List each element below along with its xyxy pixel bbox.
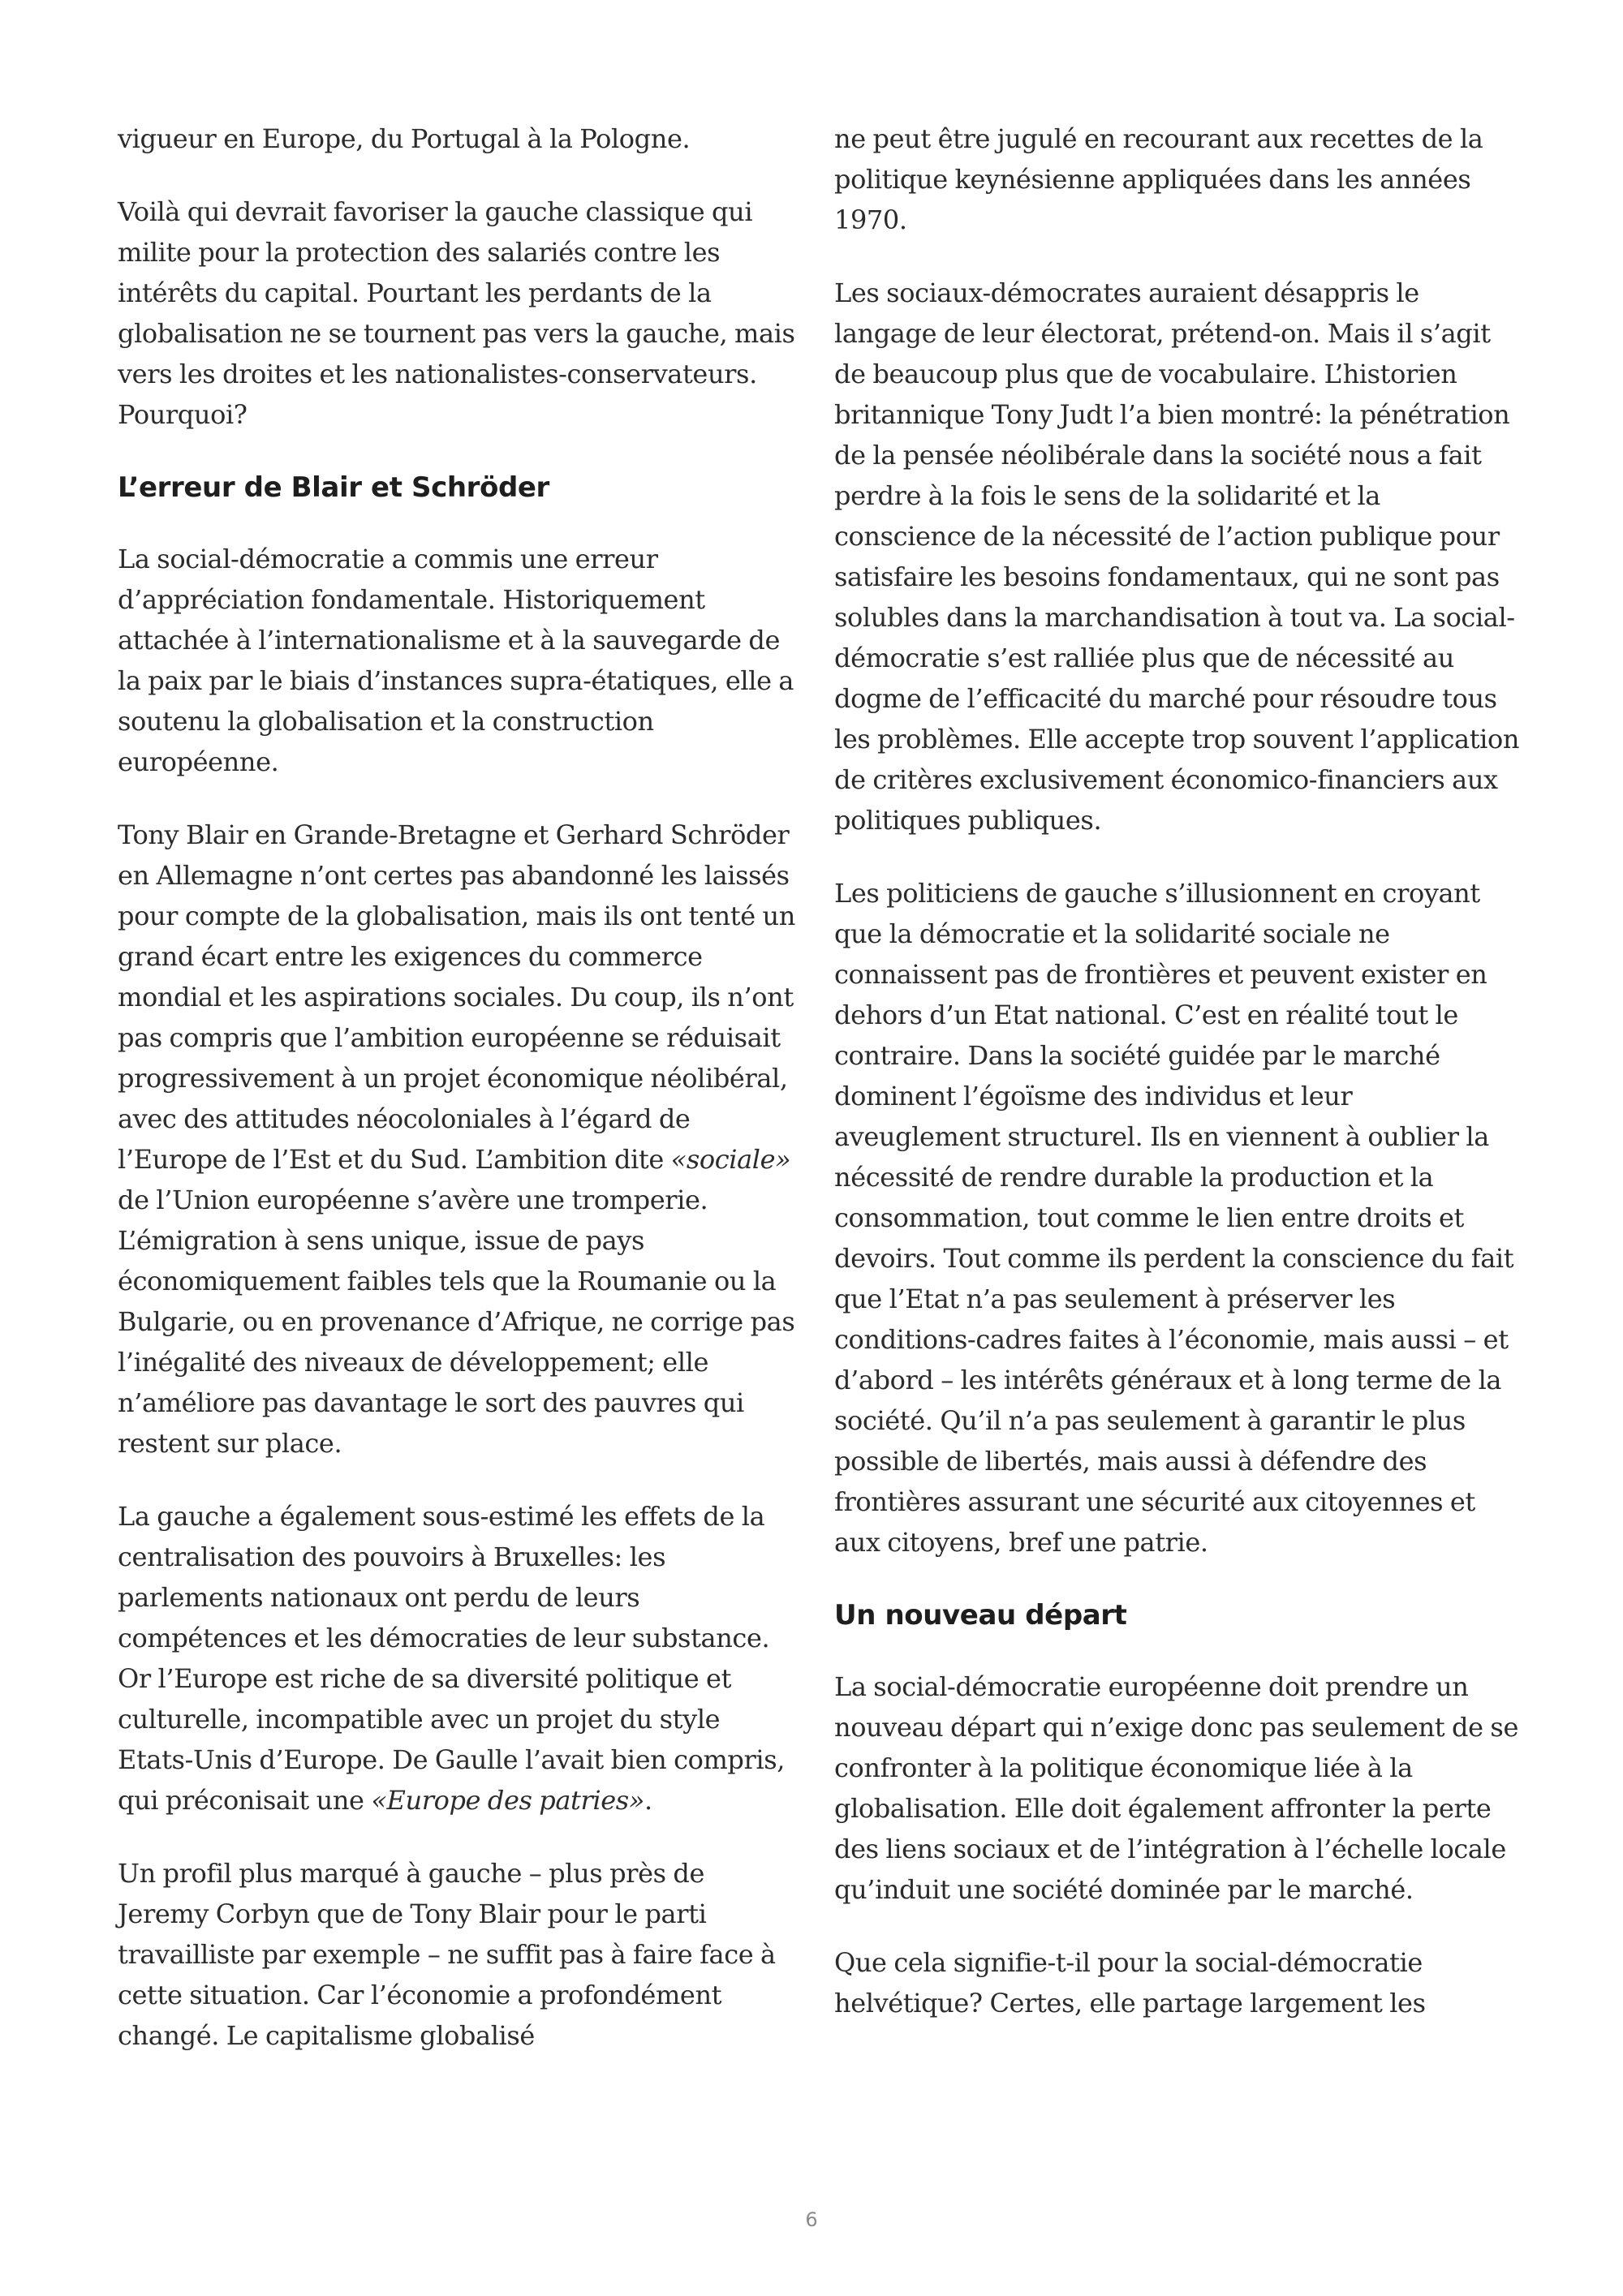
paragraph: Voilà qui devrait favoriser la gauche classique qui milite pour la protection des salariés contre les intérêts du capital. Pourtant les perdants de la globalisation ne se tournent pas vers la gauche, mais vers les droites et les nationalistes-conservateurs. Pourquoi? xyxy=(118,196,795,430)
paragraph xyxy=(118,1496,799,1821)
paragraph: Un profil plus marqué à gauche – plus près de Jeremy Corbyn que de Tony Blair pour le parti travailliste par exemple – ne suffit pas à faire face à cette situation. Car l’économie a profondément changé. Le capitalisme globalisé xyxy=(118,1858,776,2051)
text-run: de l’Union européenne s’avère une tromperie. L’émigration à sens unique, issue de pays économiquement faibles tels que la Roumanie ou la Bulgarie, ou en provenance d’Afrique, ne corrige pas l’inégalité des niveaux de développement; elle n’améliore pas davantage le sort des pauvres qui restent sur place. xyxy=(118,1185,795,1459)
text-run: La gauche a également sous-estimé les effets de la centralisation des pouvoirs à Bruxelles: les parlements nationaux ont perdu de leurs compétences et les démocraties de leur substance. Or l’Europe est riche de sa diversité politique et culturelle, incompatible avec un projet du style Etats-Unis d’Europe. De Gaulle l’avait bien compris, qui préconisait une xyxy=(118,1501,786,1816)
section-heading: L’erreur de Blair et Schröder xyxy=(118,471,549,504)
paragraph: vigueur en Europe, du Portugal à la Pologne. xyxy=(118,123,691,154)
left-column xyxy=(118,118,799,2088)
paragraph xyxy=(118,815,799,1464)
italic-text-run: «sociale» xyxy=(670,1144,791,1175)
section-heading: Un nouveau départ xyxy=(834,1599,1127,1632)
text-run: Tony Blair en Grande-Bretagne et Gerhard Schröder en Allemagne n’ont certes pas abandonné les laissés pour compte de la globalisation, mais ils ont tenté un grand écart entre les exigences du commerce mondial et les aspirations sociales. Du coup, ils n’ont pas compris que l’ambition européenne se réduisait progressivement à un projet économique néolibéral, avec des attitudes néocoloniales à l’égard de l’Europe de l’Est et du Sud. L’ambition dite xyxy=(118,819,795,1175)
italic-text-run: «Europe des patries» xyxy=(371,1785,644,1816)
paragraph: La social-démocratie européenne doit prendre un nouveau départ qui n’exige donc pas seulement de se confronter à la politique économique liée à la globalisation. Elle doit également affronter la perte des liens sociaux et de l’intégration à l’échelle locale qu’induit une société dominée par le marché. xyxy=(834,1671,1518,1905)
paragraph: La social-démocratie a commis une erreur d’appréciation fondamentale. Historiquement attachée à l’internationalisme et à la sauvegarde de la paix par le biais d’instances supra-étatiques, elle a soutenu la globalisation et la construction européenne. xyxy=(118,544,794,777)
page-number: 6 xyxy=(805,2208,818,2231)
paragraph: Les sociaux-démocrates auraient désappris le langage de leur électorat, prétend-on. Mais il s’agit de beaucoup plus que de vocabulaire. L’historien britannique Tony Judt l’a bien montré: la pénétration de la pensée néolibérale dans la société nous a fait perdre à la fois le sens de la solidarité et la conscience de la nécessité de l’action publique pour satisfaire les besoins fondamentaux, qui ne sont pas solubles dans la marchandisation à tout va. La social-démocratie s’est ralliée plus que de nécessité au dogme de l’efficacité du marché pour résoudre tous les problèmes. Elle accepte trop souvent l’application de critères exclusivement économico-financiers aux politiques publiques. xyxy=(834,277,1520,836)
paragraph: ne peut être jugulé en recourant aux recettes de la politique keynésienne appliquées dans les années 1970. xyxy=(834,123,1483,235)
text-run: . xyxy=(644,1785,652,1816)
paragraph: Les politiciens de gauche s’illusionnent en croyant que la démocratie et la solidarité sociale ne connaissent pas de frontières et peuvent exister en dehors d’un Etat national. C’est en réalité tout le contraire. Dans la société guidée par le marché dominent l’égoïsme des individus et leur aveuglement structurel. Ils en viennent à oublier la nécessité de rendre durable la production et la consommation, tout comme le lien entre droits et devoirs. Tout comme ils perdent la conscience du fait que l’Etat n’a pas seulement à préserver les conditions-cadres faites à l’économie, mais aussi – et d’abord – les intérêts généraux et à long terme de la société. Qu’il n’a pas seulement à garantir le plus possible de libertés, mais aussi à défendre des frontières assurant une sécurité aux citoyennes et aux citoyens, bref une patrie. xyxy=(834,878,1514,1558)
paragraph: Que cela signifie-t-il pour la social-démocratie helvétique? Certes, elle partage largement les xyxy=(834,1947,1426,2019)
right-column xyxy=(834,118,1520,2056)
